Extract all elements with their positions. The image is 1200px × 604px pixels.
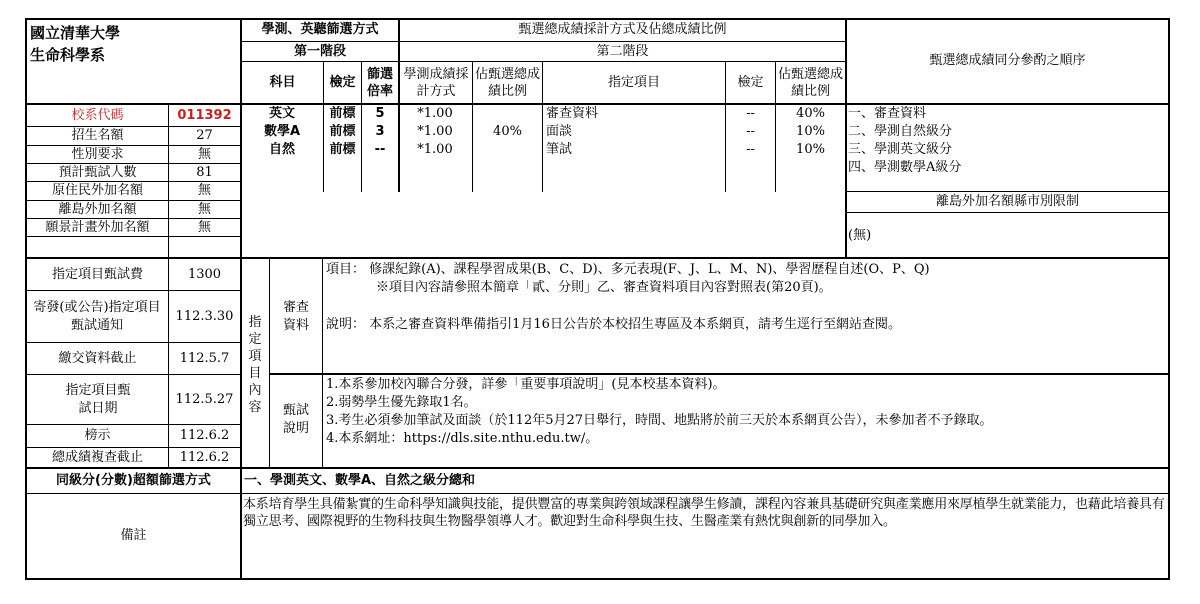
- schedule-value: 1300: [187, 266, 222, 282]
- info-label: 預計甄試人數: [58, 164, 137, 180]
- tiebreak-value: 一、學測英文、數學A、自然之級分總和: [244, 473, 476, 488]
- header-share2: 佔甄選總成績比例: [777, 66, 843, 99]
- review-label: 審查資料: [282, 300, 309, 333]
- stage1-subject: 數學A: [263, 124, 301, 139]
- xc-method: *1.00: [417, 106, 453, 121]
- header-share1: 佔甄選總成績比例: [474, 66, 540, 99]
- review-note: ※項目內容請參照本簡章「貳、分則」乙、審查資料項目內容對照表(第20頁)。: [376, 280, 832, 295]
- exam-line: 3.考生必須參加筆試及面談（於112年5月27日舉行，時間、地點將於前三天於本系網頁公告），未參加者不予錄取。: [326, 413, 993, 428]
- department-name: 生命科學系: [30, 47, 106, 63]
- stage2-share: 10%: [796, 124, 825, 139]
- review-items: 項目： 修課紀錄(A)、課程學習成果(B、C、D)、多元表現(F、J、L、M、N)、學習歷程自述(O、P、Q): [326, 262, 930, 277]
- schedule-value: 112.6.2: [179, 428, 230, 443]
- tie-order-item: 一、審查資料: [848, 106, 927, 121]
- stage2-check: --: [746, 106, 755, 121]
- remarks-text: 本系培育學生具備紮實的生命科學知識與技能，提供豐富的專業與跨領域課程讓學生修讀，課程內容兼具基礎研究與產業應用來厚植學生就業能力，也藉此培養具有獨立思考、國際視野的生物科技與生物醫學領導人才。歡迎對生命科學與生技、生醫產業有熱忱與創新的同學加入。: [243, 497, 1165, 529]
- schedule-value: 112.5.27: [175, 391, 234, 407]
- header-check: 檢定: [329, 74, 356, 90]
- info-label: 離島外加名額: [58, 201, 137, 217]
- stage1-subject: 自然: [268, 142, 295, 157]
- schedule-value: 112.6.2: [179, 449, 230, 465]
- island-limit-title: 離島外加名額縣市別限制: [935, 194, 1079, 209]
- info-value: 無: [197, 201, 211, 217]
- stage2-share: 40%: [796, 106, 825, 121]
- info-label: 願景計畫外加名額: [45, 219, 150, 235]
- schedule-label: 繳交資料截止: [58, 350, 137, 366]
- schedule-label: 寄發(或公告)指定項目甄試通知: [33, 299, 161, 333]
- designated-side-label: 指定項目內容: [248, 315, 262, 415]
- stage1-check: 前標: [329, 124, 356, 139]
- island-limit-value: (無): [848, 228, 872, 243]
- header-check2: 檢定: [737, 74, 764, 90]
- header-items: 指定項目: [607, 74, 660, 90]
- schedule-label: 指定項目甄試費: [51, 266, 143, 282]
- tie-order-item: 二、學測自然級分: [848, 124, 953, 139]
- stage1-subject: 英文: [268, 106, 295, 121]
- remarks-label: 備註: [120, 528, 147, 543]
- stage1-ratio: --: [374, 142, 386, 157]
- info-label: 性別要求: [71, 146, 124, 162]
- info-label: 招生名額: [71, 128, 124, 143]
- schedule-value: 112.3.30: [175, 308, 234, 324]
- tiebreak-label: 同級分(分數)超額篩選方式: [56, 473, 211, 488]
- stage1-check: 前標: [329, 106, 356, 121]
- stage2-title: 第二階段: [596, 43, 649, 59]
- header-xc-method: 學測成績採計方式: [403, 66, 469, 99]
- info-value: 無: [197, 219, 211, 235]
- stage1-ratio: 5: [375, 106, 385, 121]
- stage2-item: 筆試: [546, 142, 573, 157]
- header-subject: 科目: [269, 74, 296, 90]
- schedule-label: 指定項目甄試日期: [65, 382, 131, 416]
- xc-method: *1.00: [417, 124, 453, 139]
- info-value: 無: [197, 183, 211, 198]
- overall-title: 甄選總成績採計方式及佔總成績比例: [518, 22, 727, 37]
- info-value: 81: [196, 164, 213, 180]
- info-label: 校系代碼: [71, 107, 124, 123]
- xc-method: *1.00: [417, 142, 453, 157]
- xc-share: 40%: [493, 124, 522, 139]
- exam-line: 4.本系網址：https://dls.site.nthu.edu.tw/。: [326, 431, 599, 446]
- school-name: 國立清華大學: [30, 25, 121, 41]
- stage2-item: 審查資料: [546, 106, 599, 121]
- tie-order-item: 三、學測英文級分: [848, 142, 953, 157]
- stage1-title: 學測、英聽篩選方式: [261, 22, 379, 37]
- exam-label: 甄試說明: [282, 403, 309, 436]
- exam-line: 2.弱勢學生優先錄取1名。: [326, 395, 477, 410]
- schedule-label: 榜示: [84, 428, 111, 443]
- info-value: 27: [196, 128, 213, 143]
- stage2-item: 面談: [546, 124, 573, 139]
- info-value: 無: [197, 146, 211, 162]
- info-label: 原住民外加名額: [51, 183, 143, 198]
- stage2-check: --: [746, 142, 755, 157]
- tie-order-title: 甄選總成績同分參酌之順序: [929, 53, 1086, 68]
- exam-line: 1.本系參加校內聯合分發，詳參「重要事項說明」(見本校基本資料)。: [326, 377, 726, 392]
- stage1-ratio: 3: [375, 124, 385, 139]
- stage2-share: 10%: [796, 142, 825, 157]
- stage2-check: --: [746, 124, 755, 139]
- header-ratio: 篩選倍率: [366, 66, 393, 99]
- schedule-label: 總成績複查截止: [51, 449, 143, 465]
- review-desc: 說明： 本系之審查資料準備指引1月16日公告於本校招生專區及本系網頁，請考生逕行至網站查閱。: [326, 317, 901, 332]
- tie-order-item: 四、學測數學A級分: [848, 160, 962, 175]
- stage1-check: 前標: [329, 142, 356, 157]
- info-value: 011392: [177, 107, 232, 123]
- schedule-value: 112.5.7: [179, 350, 230, 366]
- stage1-subtitle: 第一階段: [293, 43, 346, 59]
